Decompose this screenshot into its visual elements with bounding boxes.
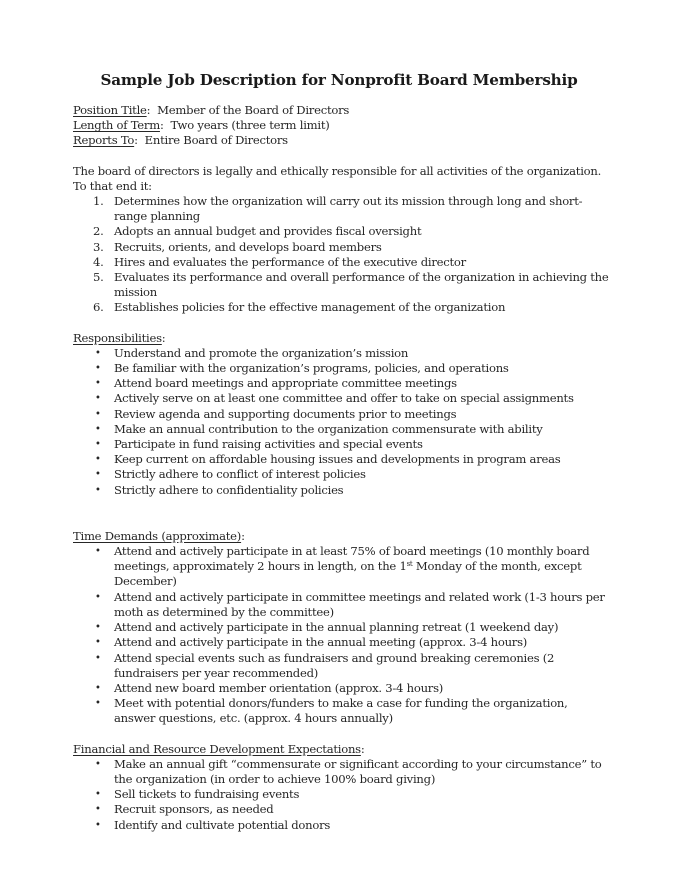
bullet-icon: • [95,393,101,405]
bullet-icon: • [95,804,101,816]
list-item [73,590,609,620]
list-item [73,391,609,406]
list-item [73,635,609,650]
bullet-icon: • [95,439,101,451]
list-item [73,696,609,726]
list-item-text: Hires and evaluates the performance of the executive director [114,254,466,269]
list-item-text: Attend and actively participate in the annual planning retreat (1 weekend day) [114,620,559,635]
list-number: 4. [93,254,104,269]
list-item [73,270,609,300]
list-item [73,757,609,787]
list-item [73,361,609,376]
text-segment: Attend and actively participate in at least 75% of board meetings (10 monthly board meetings, approximately 2 hours in length, on the 1 [114,544,590,574]
list-item [73,437,609,452]
list-item-text: Adopts an annual budget and provides fiscal oversight [114,224,422,239]
list-item-text: Strictly adhere to confidentiality policies [114,482,344,497]
list-item [73,407,609,422]
bullet-icon: • [95,758,101,770]
list-number: 6. [93,300,104,315]
list-item-text: Understand and promote the organization’s mission [114,345,409,360]
section-heading-text: Time Demands (approximate) [73,528,242,543]
list-item-text: Evaluates its performance and overall performance of the organization in achieving the mission [114,270,609,300]
list-item-text: Attend new board member orientation (approx. 3-4 hours) [114,680,444,695]
list-number: 2. [93,224,104,239]
list-item [73,194,609,224]
bullet-icon: • [95,454,101,466]
list-number: 3. [93,239,104,254]
list-item-text: Attend and actively participate in the annual meeting (approx. 3-4 hours) [114,635,528,650]
bullet-icon: • [95,363,101,375]
text-segment: Monday of the month, except December) [114,559,582,589]
list-item-text: Identify and cultivate potential donors [114,817,331,832]
list-item-text: Attend and actively participate in committee meetings and related work (1-3 hours per moth as determined by the committee) [114,589,605,619]
bullet-icon: • [95,378,101,390]
intro-paragraph: The board of directors is legally and ethically responsible for all activities of the organization. To that end it: [73,163,602,193]
heading-colon: : [360,741,365,756]
list-item [73,620,609,635]
list-item-text [114,544,589,588]
meta-length-of-term [73,118,609,133]
bullet-icon: • [95,789,101,801]
list-item-text: Attend special events such as fundraisers and ground breaking ceremonies (2 fundraisers per year recommended) [114,650,555,680]
list-item [73,346,609,361]
list-item [73,300,609,315]
list-item-text: Recruit sponsors, as needed [114,802,274,817]
bullet-icon: • [95,423,101,435]
meta-colon: : [146,103,151,117]
ordinal-superscript: st [406,560,413,569]
section-heading-financial [73,742,609,757]
bullet-icon: • [95,546,101,558]
meta-value: Two years (three term limit) [170,118,330,133]
list-item-text: Recruits, orients, and develops board members [114,239,382,254]
list-item [73,483,609,498]
duties-list [73,194,609,316]
section-heading-responsibilities [73,331,609,346]
list-item [73,818,609,833]
list-item [73,255,609,270]
list-item [73,376,609,391]
section-heading-text: Financial and Resource Development Expectations [73,741,361,756]
document-page [73,70,609,833]
time-demands-list [73,544,609,726]
meta-label: Position Title [73,103,147,117]
list-item [73,802,609,817]
heading-colon: : [241,528,245,543]
list-item-text: Be familiar with the organization’s programs, policies, and operations [114,361,509,376]
section-heading-text: Responsibilities [73,330,162,345]
list-item [73,787,609,802]
list-item [73,224,609,239]
document-title: Sample Job Description for Nonprofit Board Membership [100,71,578,89]
heading-colon: : [161,330,166,345]
bullet-icon: • [95,484,101,496]
meta-label: Reports To [73,133,135,148]
bullet-icon: • [95,819,101,831]
meta-reports-to [73,133,609,148]
bullet-icon: • [95,469,101,481]
financial-list [73,757,609,833]
list-item-text: Establishes policies for the effective management of the organization [114,300,506,315]
list-item-text: Review agenda and supporting documents prior to meetings [114,406,457,421]
meta-value: Entire Board of Directors [144,133,288,148]
list-number: 5. [93,270,104,285]
list-item-text: Make an annual contribution to the organization commensurate with ability [114,421,543,436]
list-number: 1. [93,194,104,209]
list-item [73,422,609,437]
list-item [73,467,609,482]
meta-label: Length of Term [73,118,160,133]
bullet-icon: • [95,591,101,603]
list-item-text: Actively serve on at least one committee and offer to take on special assignments [114,391,574,406]
bullet-icon: • [95,408,101,420]
bullet-icon: • [95,698,101,710]
list-item-text: Strictly adhere to conflict of interest policies [114,467,366,482]
meta-colon: : [159,118,164,133]
list-item-text: Keep current on affordable housing issues and developments in program areas [114,452,561,467]
list-item [73,240,609,255]
bullet-icon: • [95,622,101,634]
list-item [73,651,609,681]
bullet-icon: • [95,652,101,664]
list-item [73,452,609,467]
list-item-text: Participate in fund raising activities and special events [114,437,423,452]
position-meta [73,103,609,149]
list-item-text: Attend board meetings and appropriate committee meetings [114,376,457,391]
meta-value: Member of the Board of Directors [157,103,350,117]
list-item [73,681,609,696]
section-heading-time-demands [73,529,609,544]
bullet-icon: • [95,347,101,359]
list-item-text: Meet with potential donors/funders to make a case for funding the organization, answer questions, etc. (approx. 4 hours annually) [114,696,568,726]
responsibilities-list [73,346,609,498]
meta-position-title [73,103,609,118]
bullet-icon: • [95,682,101,694]
list-item-text: Make an annual gift “commensurate or significant according to your circumstance” to the organization (in order to achieve 100% board giving) [114,756,602,786]
list-item [73,544,609,590]
list-item-text: Determines how the organization will carry out its mission through long and short-range planning [114,194,583,224]
meta-colon: : [134,133,138,148]
bullet-icon: • [95,637,101,649]
list-item-text: Sell tickets to fundraising events [114,787,300,802]
